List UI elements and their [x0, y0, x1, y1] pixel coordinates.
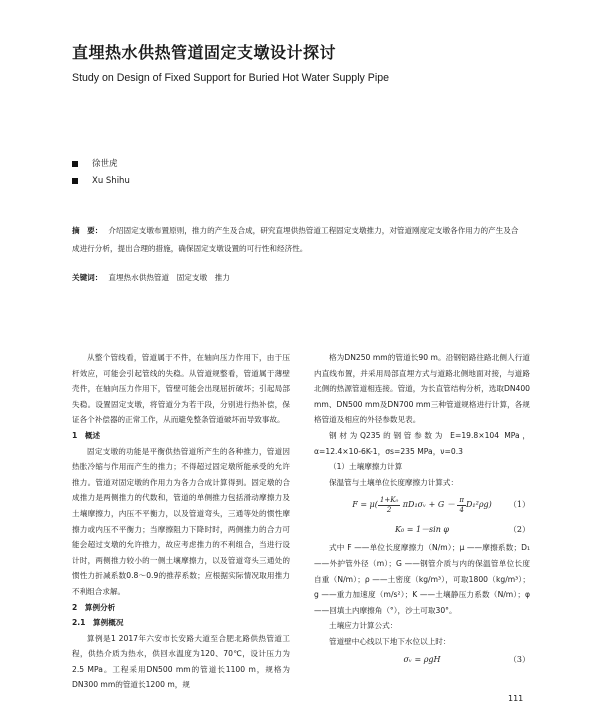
section-heading-2-1: 2.1 算例概况: [72, 618, 124, 628]
title-chinese: 直埋热水供热管道固定支墩设计探讨: [72, 43, 337, 62]
right-paragraph-1: 格为DN250 mm的管道长90 m。沿钢铝路往路北侧人行道内直线布置，并采用局部直埋方式与道路北侧地面对接，与道路北侧的热源管道相连接。管道，为长直管结构分析，选取DN400 mm、DN500 mm及DN700 mm三种管道规格进行计算，各规格管道及相应的外径参数见表。: [314, 353, 530, 425]
equation-1: F = μ( $\frac{\text{1+K₀}}{2}$ πD₁σᵥ + G － $\frac{\pi}{4}$ D₁²ρg) （1）: [314, 490, 530, 520]
equation-2-body: K₀ = 1－sin φ: [394, 525, 450, 535]
author-chinese: [72, 157, 118, 169]
left-column: [72, 350, 290, 693]
fraction: $\frac{\pi}{4}$: [459, 495, 464, 514]
abstract-text: 介绍固定支墩布置原则，推力的产生及合成，研究直埋供热管道工程固定支墩推力，对管道刚度定支墩各作用力的产生及合成进行分析，提出合理的措施，确保固定支墩设置的可行性和经济性。: [72, 226, 519, 253]
right-column: [314, 350, 530, 670]
right-paragraph-2: 钢材为Q235的钢管参数为 E=19.8×104 MPa，α=12.4×10-6K-1，σs=235 MPa，ν=0.3: [314, 430, 530, 456]
abstract: [72, 222, 524, 258]
right-paragraph-4: 式中 F ——单位长度摩擦力（N/m）；μ ——摩擦系数；D₁——外护管外径（m）；G ——钢管介质与内的保温管单位长度自重（N/m）；ρ ——土密度（kg/m³），可取1800（kg/m³）；g ——重力加速度（m/s²）；K ——土壤静压力系数（N/m）；φ ——回填土内摩擦角（°），沙土可取30°。: [314, 543, 530, 615]
left-paragraph-3: 算例是1 2017年六安市长安路大道至合肥北路供热管道工程，供热介质为热水，供回水温度为120、70℃，设计压力为2.5 MPa。工程采用DN500 mm的管道长1100 m，规格为DN300 mm的管道长1200 m，规: [72, 633, 290, 690]
right-paragraph-5: 管道壁中心线以下地下水位以上时：: [329, 636, 451, 646]
left-paragraph-1: 从整个管线看，管道属于不件，在轴向压力作用下，由于压杆效应，可能会引起管线的失稳。从管道规整看，管道属于薄壁壳件，在轴向压力作用下，管壁可能会出现屈折破坏；引起局部失稳。设置固定支墩，将管道分为若干段，分别进行热补偿，保证各个补偿器的正常工作，从而避免整条管道破坏而导致事故。: [72, 353, 290, 425]
bullet-square-icon: [72, 178, 78, 184]
equation-3-body: σᵥ = ρgH: [403, 654, 441, 664]
equation-1-number: （1）: [508, 500, 530, 510]
subheading-soil-stress: 土壤应力计算公式：: [329, 621, 398, 631]
fraction: $\frac{\text{1+K₀}}{2}$: [379, 495, 399, 514]
page-number: 111: [508, 694, 524, 703]
author-english: [72, 176, 130, 186]
section-heading-1: 1 概述: [72, 430, 101, 440]
equation-2-number: （2）: [508, 525, 530, 535]
keywords-text: 直埋热水供热管道 固定支墩 推力: [108, 273, 230, 282]
left-paragraph-2: 固定支墩的功能是平衡供热管道所产生的各种推力，管道因热胀冷缩与作用而产生的推力；不得超过固定墩所能承受的允许推力。管道对固定墩的作用力为各力合成计算得到。固定墩的合成推力是两侧推力的代数和，管道的单侧推力包括滑动摩擦力及土壤摩擦力，内压不平衡力，以及管道弯头，三通等处的惯性摩擦力或内压不平衡力；当摩擦阻力下降时时，两侧推力的合力可能会超过支墩的允许推力，故应考虑推力的不利组合，当进行设计时，两侧推力较小的一侧土壤摩擦力，以及管道弯头三通处的惯性力折减系数0.8～0.9的推荐系数；应根据实际情况取用推力不利组合求解。: [72, 446, 290, 596]
equation-3: [314, 650, 530, 670]
author-name-cn: 徐世虎: [92, 159, 118, 169]
section-heading-2: 2 算例分析: [72, 602, 116, 612]
abstract-label: 摘 要：: [72, 226, 103, 235]
equation-3-number: （3）: [508, 654, 530, 664]
right-paragraph-3: 保温管与土壤单位长度摩擦力计算式：: [329, 477, 459, 487]
keywords-label: 关键词：: [72, 273, 103, 282]
keywords: [72, 272, 230, 283]
bullet-square-icon: [72, 161, 78, 167]
author-name-en: Xu Shihu: [92, 176, 130, 186]
title-english: Study on Design of Fixed Support for Buried Hot Water Supply Pipe: [72, 72, 389, 84]
equation-2: [314, 520, 530, 540]
subheading-soil-friction: （1）土壤摩擦力计算: [329, 462, 403, 472]
